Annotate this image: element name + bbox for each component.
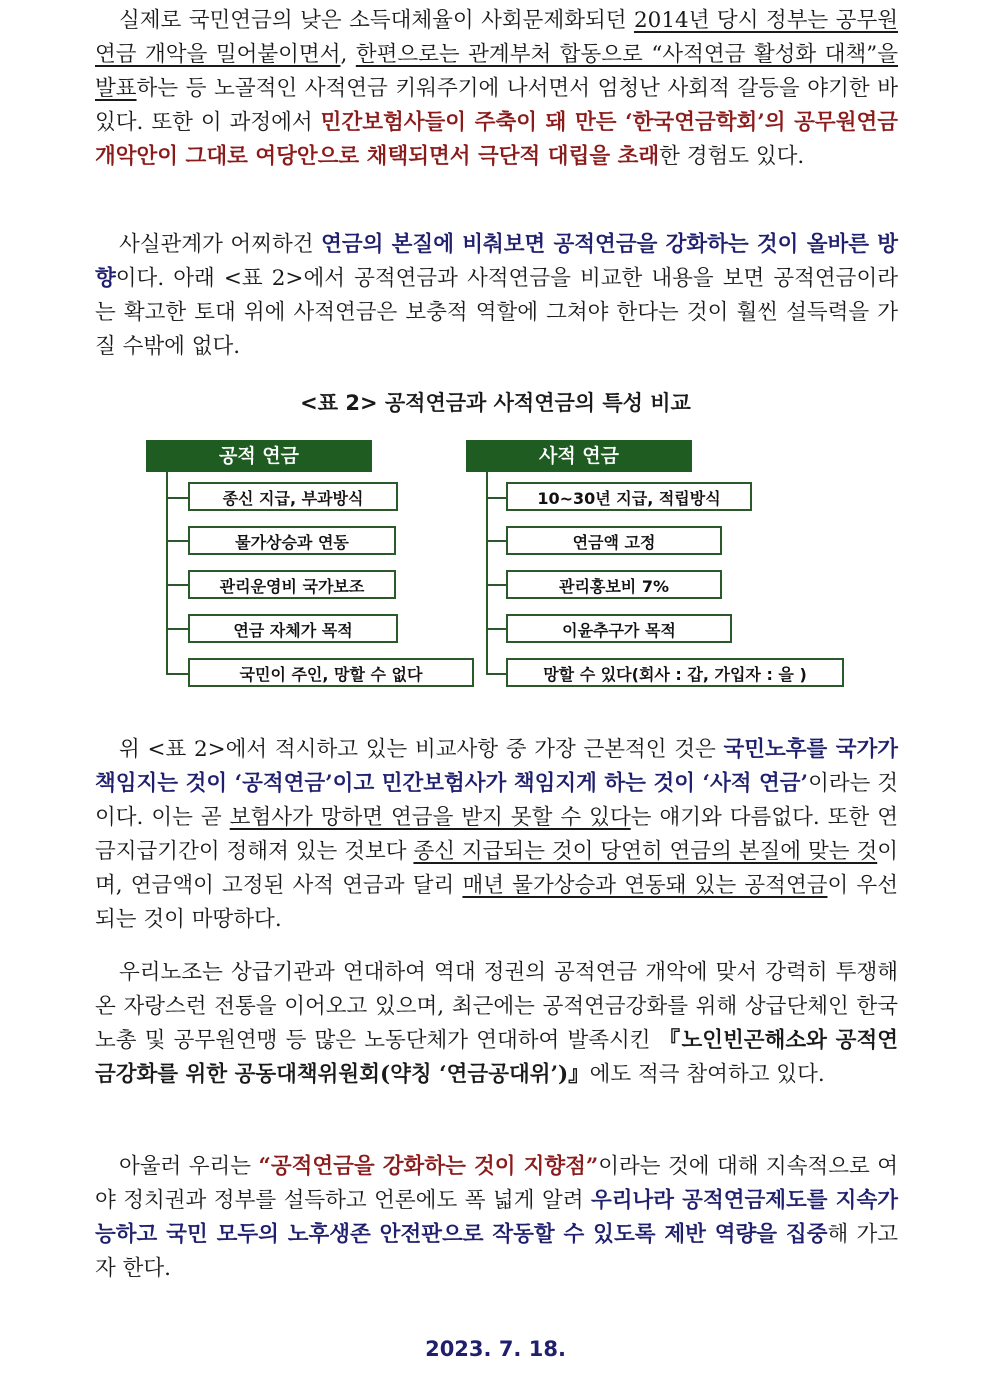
private-connector-line: [486, 472, 488, 674]
private-pension-header: 사적 연금: [466, 440, 692, 472]
text-span: 이라는 것에 대해 지속적으로 여야 정치권과 정부를 설득하고 언론에도 폭 넓게 알려: [95, 1154, 898, 1213]
public-item: 국민이 주인, 망할 수 없다: [188, 658, 474, 687]
emphasis-text-red: “공적연금을 강화하는 것이 지향점”: [258, 1154, 599, 1179]
text-span: 사실관계가 어찌하건: [119, 232, 322, 257]
underlined-text: 매년 물가상승과 연동돼 있는 공적연금: [462, 873, 828, 898]
public-connector-line: [166, 472, 168, 674]
text-span: 아울러 우리는: [119, 1154, 259, 1179]
emphasis-text-blue: 우리나라 공적연금제도를 지속가능하고 국민 모두의 노후생존 안전판으로 작동할 수 있도록 제반 역량을 집중: [95, 1188, 898, 1247]
connector: [166, 497, 188, 499]
connector: [486, 673, 506, 675]
emphasis-text-blue: 연금의 본질에 비춰보면 공적연금을 강화하는 것이 올바른 방향: [95, 232, 899, 291]
paragraph-4: [95, 956, 898, 1092]
text-span: 우리노조는 상급기관과 연대하여 역대 정권의 공적연금 개악에 맞서 강력히 투쟁해 온 자랑스런 전통을 이어오고 있으며, 최근에는 공적연금강화를 위해 상급단체인 한국노총 및 공무원연맹 등 많은 노동단체가 연대하여 발족시킨: [95, 960, 898, 1053]
text-span: 이며, 연금액이 고정된 사적 연금과 달리: [95, 839, 898, 898]
emphasis-text: 『노인빈곤해소와 공적연금강화를 위한 공동대책위원회(약칭 ‘연금공대위’)』: [95, 1028, 898, 1087]
public-pension-header: 공적 연금: [146, 440, 372, 472]
table-caption: <표 2> 공적연금과 사적연금의 특성 비교: [300, 391, 691, 415]
connector: [166, 628, 188, 630]
private-item: 관리홍보비 7%: [506, 570, 722, 599]
text-span: 에도 적극 참여하고 있다.: [589, 1062, 825, 1087]
connector: [486, 540, 506, 542]
connector: [166, 673, 188, 675]
text-span: 해 가고자 한다.: [95, 1222, 898, 1281]
emphasis-text-red: 민간보험사들이 주축이 돼 만든 ‘한국연금학회’의 공무원연금개악안이 그대로 여당안으로 채택되면서 극단적 대립을 초래: [95, 110, 899, 169]
document-date: 2023. 7. 18.: [425, 1337, 566, 1361]
public-item: 연금 자체가 목적: [188, 614, 398, 643]
connector: [166, 540, 188, 542]
text-span: 는 얘기와 다름없다. 또한 연금지급기간이 정해져 있는 것보다: [95, 805, 898, 864]
private-item: 10~30년 지급, 적립방식: [506, 482, 752, 511]
private-item: 연금액 고정: [506, 526, 722, 555]
emphasis-text-blue: 국민노후를 국가가 책임지는 것이 ‘공적연금’이고 민간보험사가 책임지게 하는 것이 ‘사적 연금’: [95, 737, 898, 796]
text-span: ,: [340, 42, 356, 67]
underlined-text: 2014년 당시 정부는 공무원연금 개악을 밀어붙이면서: [95, 8, 898, 67]
text-span: 위 <표 2>에서 적시하고 있는 비교사항 중 가장 근본적인 것은: [119, 737, 724, 762]
private-item: 이윤추구가 목적: [506, 614, 732, 643]
text-span: 하는 등 노골적인 사적연금 키워주기에 나서면서 엄청난 사회적 갈등을 야기한 바 있다. 또한 이 과정에서: [95, 76, 898, 135]
public-item: 관리운영비 국가보조: [188, 570, 396, 599]
underlined-text: 한편으로는 관계부처 합동으로 “사적연금 활성화 대책”을 발표: [95, 42, 898, 101]
paragraph-3: [95, 733, 898, 937]
text-span: 실제로 국민연금의 낮은 소득대체율이 사회문제화되던: [119, 8, 634, 33]
text-span: 이다. 아래 <표 2>에서 공적연금과 사적연금을 비교한 내용을 보면 공적연금이라는 확고한 토대 위에 사적연금은 보충적 역할에 그쳐야 한다는 것이 훨씬 설득력을 가질 수밖에 없다.: [95, 266, 898, 359]
connector: [486, 584, 506, 586]
connector: [166, 584, 188, 586]
paragraph-5: [95, 1150, 898, 1286]
text-span: 이 우선되는 것이 마땅하다.: [95, 873, 898, 932]
public-item: 물가상승과 연동: [188, 526, 396, 555]
public-item: 종신 지급, 부과방식: [188, 482, 398, 511]
text-span: 이라는 것이다. 이는 곧: [95, 771, 898, 830]
connector: [486, 497, 506, 499]
private-item: 망할 수 있다(회사 : 갑, 가입자 : 을 ): [506, 658, 844, 687]
underlined-text: 종신 지급되는 것이 당연히 연금의 본질에 맞는 것: [413, 839, 878, 864]
connector: [486, 628, 506, 630]
text-span: 한 경험도 있다.: [659, 144, 805, 169]
underlined-text: 보험사가 망하면 연금을 받지 못할 수 있다: [229, 805, 631, 830]
